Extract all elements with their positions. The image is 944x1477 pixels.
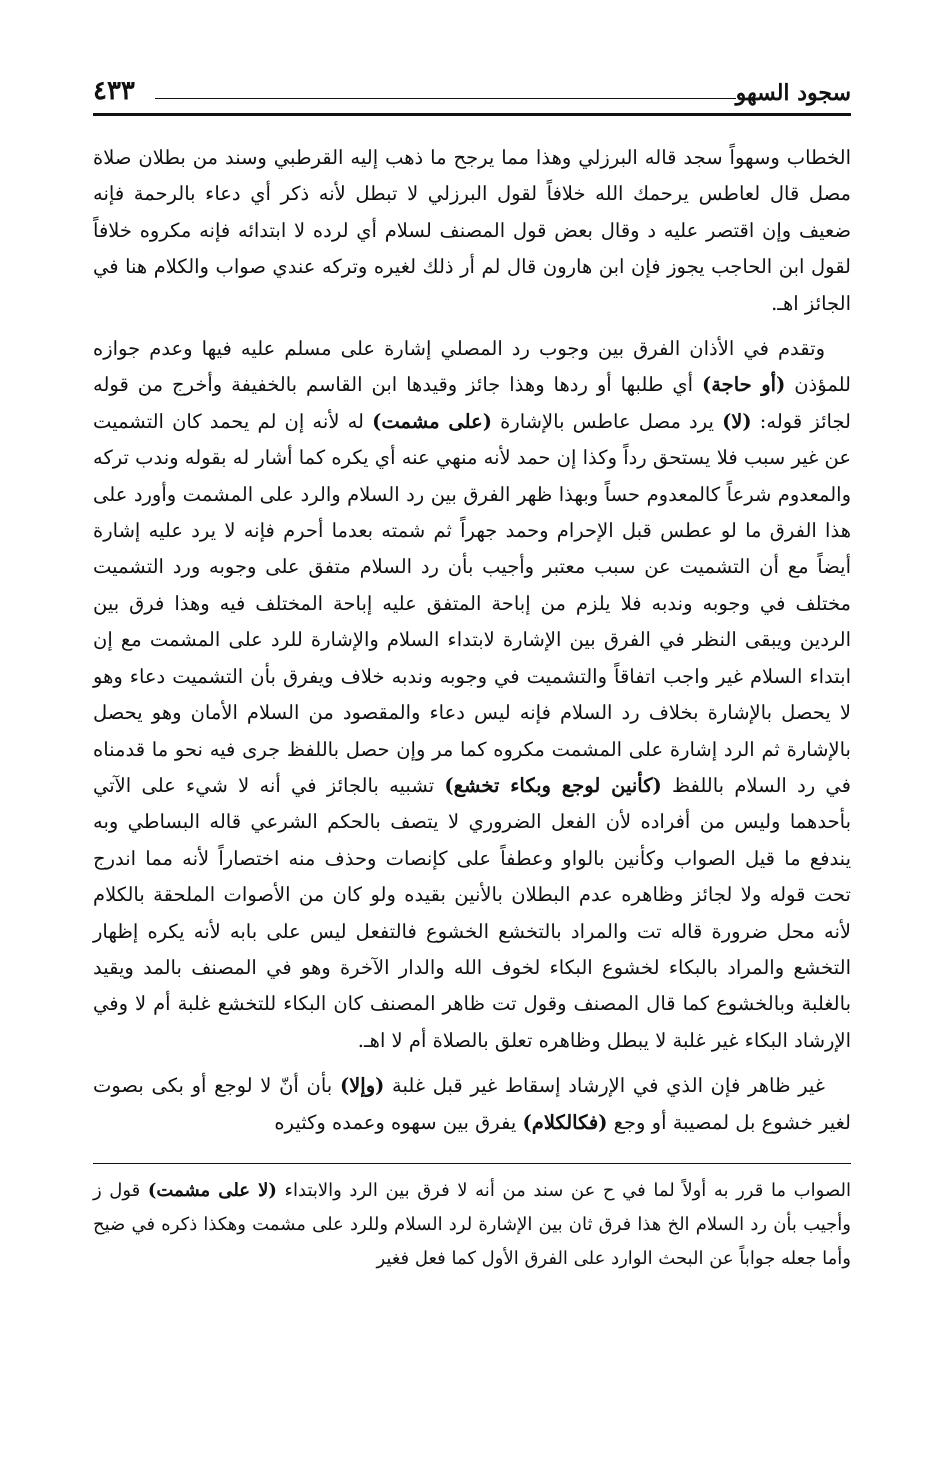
- running-title: سجود السهو: [735, 80, 851, 106]
- text-run: له لأنه إن لم يحمد كان التشميت عن غير سبب فلا يستحق رداً وكذا إن حمد لأنه منهي عنه أي يكره كما أشار له بقوله وندب تركه والمعدوم شرعاً كالمعدوم حساً وبهذا ظهر الفرق بين رد السلام والرد على المشمت وأورد على هذا الفرق ما لو عطس قبل الإحرام وحمد جهراً ثم شمته بعدما أحرم فإنه لا يرد عليه إشارة أيضاً مع أن التشميت عن سبب معتبر وأجيب بأن رد السلام متفق على وجوبه ورد التشميت مختلف في وجوبه وندبه فلا يلزم من إباحة المتفق عليه إباحة المختلف فيه وهذا فرق بين الردين ويبقى النظر في الفرق بين الإشارة لابتداء السلام والإشارة للرد على المشمت مع إن ابتداء السلام غير واجب اتفاقاً والتشميت في وجوبه وندبه خلاف ويفرق بأن التشميت دعاء وهو لا يحصل بالإشارة بخلاف رد السلام فإنه ليس دعاء والمقصود من السلام الأمان وهو يحصل بالإشارة ثم الرد إشارة على المشمت مكروه كما مر وإن حصل باللفظ جرى فيه نحو ما قدمناه في رد السلام باللفظ: [93, 409, 851, 797]
- bold-term: (على مشمت): [372, 409, 492, 433]
- footnotes: [93, 1174, 851, 1276]
- text-run: أي طلبها أو ردها وهذا جائز وقيدها ابن القاسم بالخفيفة وأخرج من قوله لجائز قوله:: [93, 373, 851, 433]
- text-run: الصواب ما قرر به أولاً لما في ح عن سند من أنه لا فرق بين الرد والابتداء: [276, 1179, 851, 1201]
- bold-term: (أو حاجة): [701, 373, 786, 397]
- text-run: يرد مصل عاطس بالإشارة: [491, 409, 723, 433]
- book-page: [93, 70, 851, 1400]
- text-run: غير ظاهر فإن الذي في الإرشاد إسقاط غير قبل غلبة: [384, 1074, 826, 1098]
- bold-term: (كأنين لوجع وبكاء تخشع): [444, 773, 662, 797]
- bold-term: (فكالكلام): [522, 1110, 608, 1134]
- footnote-paragraph: [93, 1174, 851, 1276]
- paragraph: [93, 331, 851, 1059]
- footnote-divider: [93, 1163, 851, 1164]
- header-divider: [93, 113, 851, 116]
- text-run: الخطاب وسهواً سجد قاله البرزلي وهذا مما يرجح ما ذهب إليه القرطبي وسند من بطلان صلاة مصل قال لعاطس يرحمك الله خلافاً لقول البرزلي لا تبطل لأنه ذكر أي دعاء بالرحمة فإنه ضعيف وإن اقتصر عليه د وقال بعض قول المصنف لسلام أي لرده لا ابتدائه فإنه مكروه خلافاً لقول ابن الحاجب يجوز فإن ابن هارون قال لم أر ذلك لغيره وتركه عندي صواب والكلام هنا في الجائز اهـ.: [93, 146, 851, 315]
- text-run: قول ز وأجيب بأن رد السلام الخ هذا فرق ثان بين الإشارة لرد السلام وللرد على مشمت وهكذا ذكره في ضيح وأما جعله جواباً عن البحث الوارد على الفرق الأول كما فعل فغير: [93, 1179, 851, 1269]
- bold-term: (لا على مشمت): [147, 1179, 277, 1201]
- text-run: بأن أنّ لا لوجع أو بكى بصوت لغير خشوع بل لمصيبة أو وجع: [93, 1074, 851, 1134]
- text-run: تشبيه بالجائز في أنه لا شيء على الآتي بأحدهما وليس من أفراده لأن الفعل الضروري لا يتصف بالحكم الشرعي قاله البساطي وبه يندفع ما قيل الصواب وكأنين بالواو وعطفاً على كإنصات وحذف منه اختصاراً لأنه مما اندرج تحت قوله ولا لجائز وظاهره عدم البطلان بالأنين بقيده ولو كان من الأصوات الملحقة بالكلام لأنه محل ضرورة قاله تت والمراد بالتخشع الخشوع فالتفعل ليس على بابه لأنه يكره إظهار التخشع والمراد بالبكاء لخشوع البكاء لخوف الله والدار الآخرة وهو في المصنف بالمد ويقيد بالغلبة وبالخشوع كما قال المصنف وقول تت ظاهر المصنف كان البكاء للتخشع غلبة أم لا وفي الإرشاد البكاء غير غلبة لا يبطل وظاهره تعلق بالصلاة أم لا اهـ.: [93, 773, 851, 1052]
- page-number: ٤٣٣: [93, 76, 135, 106]
- paragraph: [93, 1068, 851, 1141]
- paragraph: [93, 140, 851, 322]
- main-text: [93, 140, 851, 1141]
- text-run: يفرق بين سهوه وعمده وكثيره: [274, 1110, 523, 1134]
- bold-term: (لا): [722, 409, 752, 433]
- page-header: [93, 70, 851, 114]
- text-run: وتقدم في الأذان الفرق بين وجوب رد المصلي إشارة على مسلم عليه فيها وعدم جوازه للمؤذن: [93, 337, 851, 397]
- header-rule: [155, 98, 736, 99]
- bold-term: (وإلا): [339, 1074, 385, 1098]
